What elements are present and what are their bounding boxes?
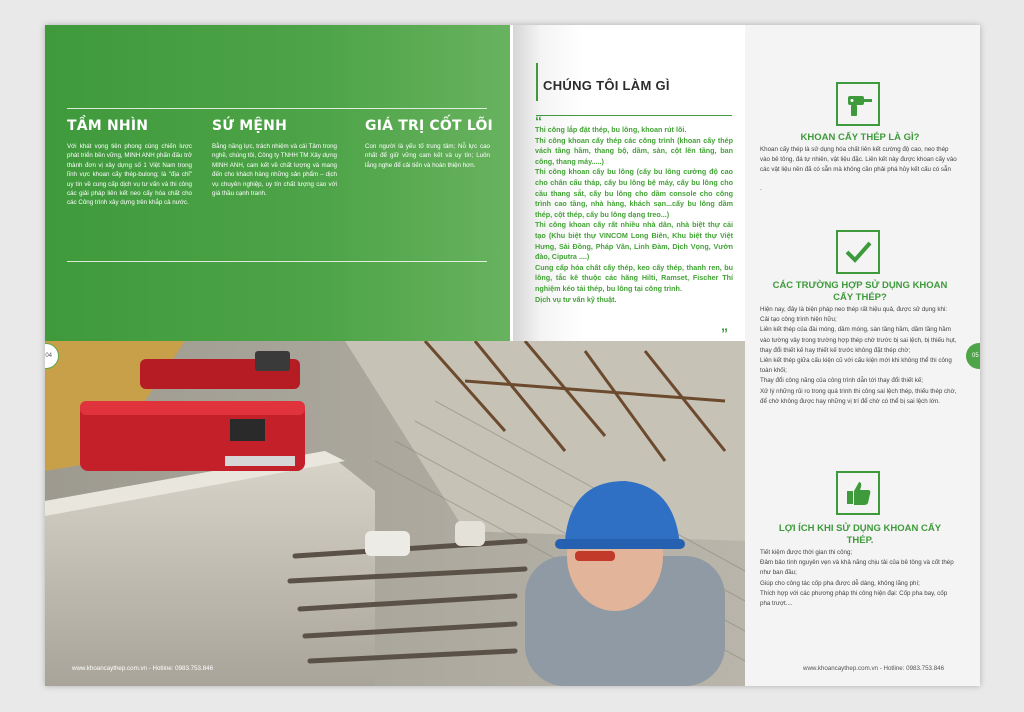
open-quote-icon: “ (535, 113, 542, 129)
construction-photo (45, 341, 745, 686)
section-paragraph: Liên kết thép của đài móng, dầm móng, sàn tầng hầm, dầm tầng hầm vào tường vây trong trường hợp thép chờ trước bị sai lệch, bị thiếu hụt, thay đổi thiết kế hay thiết kế trước không đặt thép chờ; (760, 326, 957, 354)
service-item: Cung cấp hóa chất cấy thép, keo cấy thép, thanh ren, bu lông, tắc kê thuộc các hãng Hilti, Ramset, Fischer Thí nghiệm kéo tải thép, bu lông tại công trình. (535, 262, 733, 293)
core-values-text: Con người là yếu tố trung tâm; Nỗ lực cao nhất để giữ vững cam kết và uy tín; Luôn lắng nghe để cải tiến và hoàn thiện hơn. (365, 143, 490, 169)
right-page (745, 25, 980, 686)
section-title: LỢI ÍCH KHI SỬ DỤNG KHOAN CẤY THÉP. (778, 523, 942, 546)
mission-title: SỨ MỆNH (212, 118, 287, 134)
right-footer: www.khoancaythep.com.vn - Hotline: 0983.753.846 (803, 665, 945, 672)
section-title: CÁC TRƯỜNG HỢP SỬ DỤNG KHOAN CẤY THÉP? (772, 280, 948, 303)
brochure-spread (45, 25, 980, 686)
core-values-title: GIÁ TRỊ CỐT LÕI (365, 118, 493, 134)
section-paragraph: Giúp cho công tác cốp pha được dễ dàng, không lãng phí; (760, 579, 920, 587)
title-accent-bar (536, 63, 538, 101)
mission-column (212, 118, 337, 198)
page-number-right: 05 (966, 343, 980, 369)
title-underline (536, 115, 732, 116)
section-body (760, 548, 958, 609)
service-item: Dịch vụ tư vấn kỹ thuật. (535, 294, 617, 304)
service-item: Thi công khoan cấy bu lông (cấy bu lông cường độ cao cho chân cẩu tháp, cấy bu lông bệ máy, cấy bu lông cho cầu thang sắt, cấy bu lông cho dầm console cho công trình cao tầng, nhà hàng, khách sạn...cấy bu lông dầm thép, cột thép, cấy bu lông dạng treo...) (535, 167, 733, 219)
mission-text: Bằng năng lực, trách nhiệm và cái Tâm trong nghề, chúng tôi, Công ty TNHH TM Xây dựng MINH ANH, cam kết về chất lượng và mang đến cho khách hàng những sản phẩm – dịch vụ chuyên nghiệp, uy tín chất lượng cao với giá thầu cạnh tranh. (212, 143, 337, 198)
service-item: Thi công khoan cấy thép các công trình (khoan cấy thép vách tầng hầm, thang bộ, dầm, sàn, cột lên tầng, ban công, thang máy.....) (535, 135, 733, 166)
section-paragraph: Cải tạo công trình hiện hữu; (760, 316, 837, 324)
vision-title: TẦM NHÌN (67, 118, 149, 134)
service-item: Thi công lắp đặt thép, bu lông, khoan rút lõi. (535, 125, 687, 134)
top-divider (67, 108, 487, 109)
checkmark-icon (836, 230, 880, 274)
left-footer: www.khoancaythep.com.vn - Hotline: 0983.753.846 (72, 665, 214, 672)
section-body (760, 145, 958, 194)
bottom-divider (67, 261, 487, 262)
section-body (760, 305, 958, 407)
vision-text: Với khát vọng tiên phong cùng chiến lược phát triển bền vững, MINH ANH phấn đấu trở thành đơn vị xây dựng số 1 Việt Nam trong lĩnh vực khoan cấy thép-bulong; là "địa chỉ" uy tín về cung cấp dịch vụ tư vấn và thi công các giải pháp liên kết neo cấy hóa chất cho các Công trình xây dựng trên khắp cả nước. (67, 143, 192, 207)
core-values-column (365, 118, 493, 170)
page-number-left: 04 (45, 343, 59, 369)
vision-column (67, 118, 192, 208)
section-paragraph: . (760, 184, 762, 192)
section-paragraph: Liên kết thép giữa cấu kiện cũ với cấu kiện mới khi không thể thi công toàn khối; (760, 357, 952, 375)
section-paragraph: Tiết kiệm được thời gian thi công; (760, 549, 853, 556)
section-paragraph: Xử lý những rủi ro trong quá trình thi công sai lệch thép, thiếu thép chờ, để chờ không được hay những vị trí để chờ có thể bị sai lệch lớn. (760, 387, 957, 405)
green-header-panel (45, 25, 510, 341)
drill-icon (836, 82, 880, 126)
what-we-do-body (535, 125, 733, 305)
section-title: KHOAN CẤY THÉP LÀ GÌ? (800, 132, 920, 143)
section-paragraph: Hiện nay, đây là biện pháp neo thép rất hiệu quả, được sử dụng khi: (760, 306, 947, 313)
section-paragraph: Thích hợp với các phương pháp thi công hiện đại: Cốp pha bay, cốp pha trượt.... (760, 589, 948, 608)
section-paragraph: Thay đổi công năng của công trình dẫn tới thay đổi thiết kế; (760, 377, 923, 385)
section-paragraph: Khoan cấy thép là sử dụng hóa chất liên kết cường độ cao, neo thép vào bê tông, đá tự nhiên, vật liệu đặc. Liên kết này được khoan cấy vào các vật liệu nền đã có sẵn mà không cần phải phá hủy kết cấu có sẵn (760, 146, 957, 174)
service-item: Thi công khoan cấy rất nhiều nhà dân, nhà biệt thự cải tạo (Khu biệt thự VINCOM Long Biên, Khu biệt thự Việt Hưng, Sài Đồng, Pháp Vân, Linh Đàm, Dịch Vọng, Vườn đào, Ciputra ....) (535, 220, 733, 262)
close-quote-icon: ” (721, 325, 728, 341)
thumbs-up-icon (836, 471, 880, 515)
section-paragraph: Đảm bảo tính nguyên vẹn và khả năng chịu tải của bê tông và cốt thép như ban đầu; (760, 559, 954, 577)
what-we-do-section (513, 25, 745, 341)
what-we-do-title: CHÚNG TÔI LÀM GÌ (543, 78, 670, 93)
